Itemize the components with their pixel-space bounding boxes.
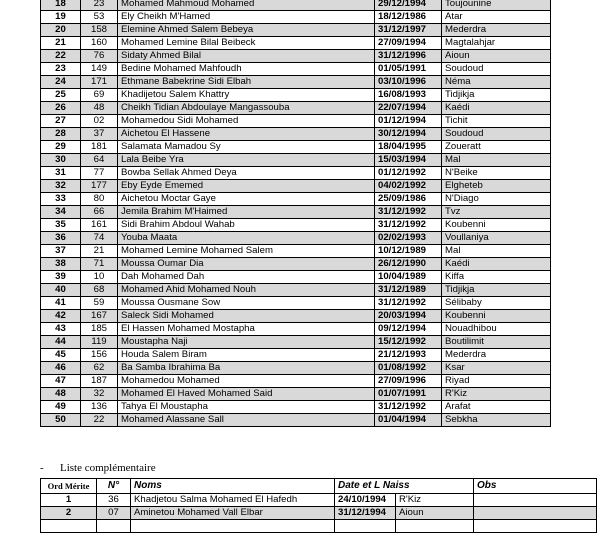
- cell-birth-place: Soudoud: [442, 63, 551, 76]
- table-row: [41, 414, 551, 427]
- cell-birth-date: 31/12/1992: [375, 219, 442, 232]
- cell-ord-merite: 48: [41, 388, 81, 401]
- cell-birth-place: Kaédi: [442, 258, 551, 271]
- cell-birth-date: 27/09/1994: [375, 37, 442, 50]
- header-number: N°: [97, 479, 131, 494]
- table-row: [41, 0, 551, 11]
- cell-number: 62: [81, 362, 118, 375]
- cell-ord-merite: 42: [41, 310, 81, 323]
- cell-number: 64: [81, 154, 118, 167]
- cell-ord-merite: [41, 520, 97, 533]
- cell-birth-date: 18/12/1986: [375, 11, 442, 24]
- cell-ord-merite: 49: [41, 401, 81, 414]
- cell-ord-merite: 31: [41, 167, 81, 180]
- cell-birth-place: R'Kiz: [442, 388, 551, 401]
- cell-number: 185: [81, 323, 118, 336]
- cell-birth-place: Mederdra: [442, 24, 551, 37]
- cell-name: Eby Eyde Ememed: [118, 180, 375, 193]
- cell-name: [131, 520, 335, 533]
- cell-ord-merite: 19: [41, 11, 81, 24]
- table-row: [41, 245, 551, 258]
- cell-number: 68: [81, 284, 118, 297]
- cell-birth-date: 31/12/1992: [375, 297, 442, 310]
- cell-number: 10: [81, 271, 118, 284]
- cell-name: Bedine Mohamed Mahfoudh: [118, 63, 375, 76]
- cell-birth-place: Atar: [442, 11, 551, 24]
- table-row: [41, 375, 551, 388]
- cell-number: 23: [81, 0, 118, 11]
- cell-ord-merite: 24: [41, 76, 81, 89]
- cell-birth-place: Tidjikja: [442, 89, 551, 102]
- cell-number: 171: [81, 76, 118, 89]
- cell-birth-date: 01/12/1992: [375, 167, 442, 180]
- cell-number: 59: [81, 297, 118, 310]
- cell-birth-date: 25/09/1986: [375, 193, 442, 206]
- cell-number: 21: [81, 245, 118, 258]
- table-row: [41, 336, 551, 349]
- cell-birth-place: [396, 520, 474, 533]
- cell-birth-place: N'Beike: [442, 167, 551, 180]
- cell-name: Mohamed Lemine Bilal Beibeck: [118, 37, 375, 50]
- cell-birth-place: Voullaniya: [442, 232, 551, 245]
- cell-ord-merite: 35: [41, 219, 81, 232]
- cell-number: 71: [81, 258, 118, 271]
- cell-number: 181: [81, 141, 118, 154]
- table-row: [41, 362, 551, 375]
- complementary-title-text: Liste complémentaire: [60, 462, 156, 474]
- header-names: Noms: [131, 479, 335, 494]
- cell-birth-date: 31/12/1994: [335, 507, 396, 520]
- cell-birth-date: 24/10/1994: [335, 494, 396, 507]
- cell-ord-merite: 23: [41, 63, 81, 76]
- cell-birth-date: 31/12/1997: [375, 24, 442, 37]
- cell-name: Lala Beibe Yra: [118, 154, 375, 167]
- cell-number: 177: [81, 180, 118, 193]
- table-row: [41, 89, 551, 102]
- cell-number: 07: [97, 507, 131, 520]
- table-row: [41, 507, 597, 520]
- cell-name: Mohamed Lemine Mohamed Salem: [118, 245, 375, 258]
- cell-ord-merite: 50: [41, 414, 81, 427]
- cell-number: 76: [81, 50, 118, 63]
- table-row: [41, 494, 597, 507]
- cell-ord-merite: 36: [41, 232, 81, 245]
- cell-birth-date: 10/12/1989: [375, 245, 442, 258]
- cell-ord-merite: 21: [41, 37, 81, 50]
- cell-birth-place: Tichit: [442, 115, 551, 128]
- cell-birth-place: Toujounine: [442, 0, 551, 11]
- cell-number: 77: [81, 167, 118, 180]
- cell-number: 74: [81, 232, 118, 245]
- cell-name: Khadjetou Salma Mohamed El Hafedh: [131, 494, 335, 507]
- table-row: [41, 102, 551, 115]
- cell-name: Khadijetou Salem Khattry: [118, 89, 375, 102]
- cell-name: Sidi Brahim Abdoul Wahab: [118, 219, 375, 232]
- cell-birth-date: 09/12/1994: [375, 323, 442, 336]
- table-row: [41, 115, 551, 128]
- cell-name: Dah Mohamed Dah: [118, 271, 375, 284]
- table-row: [41, 284, 551, 297]
- cell-number: 149: [81, 63, 118, 76]
- table-row: [41, 37, 551, 50]
- table-row: [41, 297, 551, 310]
- cell-birth-date: 20/03/1994: [375, 310, 442, 323]
- table-row: [41, 193, 551, 206]
- cell-birth-place: Kaédi: [442, 102, 551, 115]
- cell-ord-merite: 18: [41, 0, 81, 11]
- cell-birth-place: Koubenni: [442, 310, 551, 323]
- cell-number: 167: [81, 310, 118, 323]
- cell-number: 22: [81, 414, 118, 427]
- cell-birth-place: Elgheteb: [442, 180, 551, 193]
- cell-birth-date: 21/12/1993: [375, 349, 442, 362]
- main-results-table: [40, 0, 551, 427]
- cell-name: Mohamed Mahmoud Mohamed: [118, 0, 375, 11]
- cell-ord-merite: 37: [41, 245, 81, 258]
- cell-ord-merite: 27: [41, 115, 81, 128]
- cell-name: Moussa Ousmane Sow: [118, 297, 375, 310]
- cell-number: 02: [81, 115, 118, 128]
- cell-number: [97, 520, 131, 533]
- header-date-place: Date et L Naiss: [335, 479, 474, 494]
- cell-number: 37: [81, 128, 118, 141]
- cell-birth-place: Néma: [442, 76, 551, 89]
- cell-name: Ely Cheikh M'Hamed: [118, 11, 375, 24]
- table-row: [41, 271, 551, 284]
- cell-birth-date: 18/04/1995: [375, 141, 442, 154]
- cell-ord-merite: 26: [41, 102, 81, 115]
- complementary-body: [41, 494, 597, 533]
- cell-ord-merite: 40: [41, 284, 81, 297]
- cell-birth-place: Mal: [442, 154, 551, 167]
- cell-ord-merite: 44: [41, 336, 81, 349]
- cell-birth-date: 03/10/1996: [375, 76, 442, 89]
- cell-birth-date: 02/02/1993: [375, 232, 442, 245]
- cell-ord-merite: 22: [41, 50, 81, 63]
- table-row: [41, 219, 551, 232]
- cell-number: 32: [81, 388, 118, 401]
- cell-name: Elemine Ahmed Salem Bebeya: [118, 24, 375, 37]
- cell-number: 36: [97, 494, 131, 507]
- cell-ord-merite: 39: [41, 271, 81, 284]
- cell-name: Tahya El Moustapha: [118, 401, 375, 414]
- cell-name: Cheikh Tidian Abdoulaye Mangassouba: [118, 102, 375, 115]
- cell-obs: [474, 494, 597, 507]
- cell-number: 48: [81, 102, 118, 115]
- cell-birth-place: N'Diago: [442, 193, 551, 206]
- cell-ord-merite: 29: [41, 141, 81, 154]
- table-row: [41, 11, 551, 24]
- cell-name: Moustapha Naji: [118, 336, 375, 349]
- table-row: [41, 310, 551, 323]
- cell-birth-date: 15/03/1994: [375, 154, 442, 167]
- cell-birth-place: Sélibaby: [442, 297, 551, 310]
- cell-name: Ethmane Babekrine Sidi Elbah: [118, 76, 375, 89]
- cell-birth-place: Mal: [442, 245, 551, 258]
- cell-birth-date: 31/12/1992: [375, 206, 442, 219]
- table-row: [41, 167, 551, 180]
- cell-birth-place: Sebkha: [442, 414, 551, 427]
- cell-birth-place: Ksar: [442, 362, 551, 375]
- cell-name: Aminetou Mohamed Vall Elbar: [131, 507, 335, 520]
- cell-number: 69: [81, 89, 118, 102]
- cell-ord-merite: 25: [41, 89, 81, 102]
- cell-birth-date: 01/07/1991: [375, 388, 442, 401]
- cell-birth-date: 01/05/1991: [375, 63, 442, 76]
- cell-birth-date: [335, 520, 396, 533]
- cell-birth-place: Mederdra: [442, 349, 551, 362]
- cell-number: 160: [81, 37, 118, 50]
- complementary-list-title: [40, 461, 156, 475]
- table-row: [41, 154, 551, 167]
- cell-birth-place: Tvz: [442, 206, 551, 219]
- cell-birth-date: 22/07/1994: [375, 102, 442, 115]
- cell-ord-merite: 45: [41, 349, 81, 362]
- cell-number: 119: [81, 336, 118, 349]
- cell-number: 156: [81, 349, 118, 362]
- cell-birth-place: Arafat: [442, 401, 551, 414]
- cell-ord-merite: 41: [41, 297, 81, 310]
- table-row: [41, 24, 551, 37]
- cell-ord-merite: 33: [41, 193, 81, 206]
- cell-ord-merite: 46: [41, 362, 81, 375]
- cell-birth-date: 26/12/1990: [375, 258, 442, 271]
- cell-name: Mohamed El Haved Mohamed Said: [118, 388, 375, 401]
- table-row: [41, 76, 551, 89]
- cell-ord-merite: 28: [41, 128, 81, 141]
- cell-name: Moussa Oumar Dia: [118, 258, 375, 271]
- cell-birth-place: Koubenni: [442, 219, 551, 232]
- cell-birth-place: Zoueratt: [442, 141, 551, 154]
- table-row: [41, 50, 551, 63]
- cell-birth-place: Riyad: [442, 375, 551, 388]
- header-ord-merite: Ord Mérite: [41, 479, 97, 494]
- cell-birth-date: 01/08/1992: [375, 362, 442, 375]
- cell-number: 80: [81, 193, 118, 206]
- cell-ord-merite: 2: [41, 507, 97, 520]
- cell-birth-place: Soudoud: [442, 128, 551, 141]
- cell-ord-merite: 20: [41, 24, 81, 37]
- cell-birth-place: Aioun: [442, 50, 551, 63]
- cell-number: 136: [81, 401, 118, 414]
- table-row: [41, 141, 551, 154]
- cell-birth-date: 10/04/1989: [375, 271, 442, 284]
- cell-birth-date: 01/04/1994: [375, 414, 442, 427]
- cell-number: 161: [81, 219, 118, 232]
- cell-name: Youba Maata: [118, 232, 375, 245]
- cell-ord-merite: 43: [41, 323, 81, 336]
- cell-ord-merite: 47: [41, 375, 81, 388]
- cell-number: 53: [81, 11, 118, 24]
- cell-name: Houda Salem Biram: [118, 349, 375, 362]
- cell-obs: [474, 520, 597, 533]
- cell-number: 66: [81, 206, 118, 219]
- cell-birth-place: Aioun: [396, 507, 474, 520]
- table-row: [41, 180, 551, 193]
- cell-name: El Hassen Mohamed Mostapha: [118, 323, 375, 336]
- table-row: [41, 232, 551, 245]
- cell-name: Ba Samba Ibrahima Ba: [118, 362, 375, 375]
- cell-name: Saleck Sidi Mohamed: [118, 310, 375, 323]
- cell-number: 187: [81, 375, 118, 388]
- cell-birth-place: Tidjikja: [442, 284, 551, 297]
- cell-number: 158: [81, 24, 118, 37]
- list-dash: -: [40, 462, 44, 474]
- cell-birth-date: 27/09/1996: [375, 375, 442, 388]
- cell-name: Mohamedou Sidi Mohamed: [118, 115, 375, 128]
- cell-name: Mohamed Alassane Sall: [118, 414, 375, 427]
- cell-birth-place: Boutilimit: [442, 336, 551, 349]
- cell-name: Mohamedou Mohamed: [118, 375, 375, 388]
- cell-birth-place: R'Kiz: [396, 494, 474, 507]
- cell-name: Salamata Mamadou Sy: [118, 141, 375, 154]
- cell-birth-date: 31/12/1989: [375, 284, 442, 297]
- cell-name: Jemila Brahim M'Haimed: [118, 206, 375, 219]
- cell-birth-place: Nouadhibou: [442, 323, 551, 336]
- table-row: [41, 63, 551, 76]
- cell-birth-date: 30/12/1994: [375, 128, 442, 141]
- table-row: [41, 401, 551, 414]
- cell-birth-date: 01/12/1994: [375, 115, 442, 128]
- cell-birth-place: Kiffa: [442, 271, 551, 284]
- table-row: [41, 520, 597, 533]
- cell-birth-date: 16/08/1993: [375, 89, 442, 102]
- cell-birth-date: 29/12/1994: [375, 0, 442, 11]
- cell-ord-merite: 38: [41, 258, 81, 271]
- cell-ord-merite: 1: [41, 494, 97, 507]
- table-row: [41, 323, 551, 336]
- cell-birth-place: Magtalahjar: [442, 37, 551, 50]
- cell-name: Mohamed Ahid Mohamed Nouh: [118, 284, 375, 297]
- table-row: [41, 349, 551, 362]
- cell-obs: [474, 507, 597, 520]
- header-obs: Obs: [474, 479, 597, 494]
- cell-ord-merite: 34: [41, 206, 81, 219]
- cell-name: Bowba Sellak Ahmed Deya: [118, 167, 375, 180]
- cell-name: Sidaty Ahmed Bilal: [118, 50, 375, 63]
- cell-name: Aichetou Moctar Gaye: [118, 193, 375, 206]
- complementary-header-row: [41, 479, 597, 494]
- cell-name: Aichetou El Hassene: [118, 128, 375, 141]
- main-results-body: [41, 0, 551, 427]
- table-row: [41, 128, 551, 141]
- cell-ord-merite: 30: [41, 154, 81, 167]
- cell-birth-date: 31/12/1992: [375, 401, 442, 414]
- table-row: [41, 258, 551, 271]
- cell-birth-date: 15/12/1992: [375, 336, 442, 349]
- table-row: [41, 206, 551, 219]
- cell-birth-date: 04/02/1992: [375, 180, 442, 193]
- table-row: [41, 388, 551, 401]
- cell-ord-merite: 32: [41, 180, 81, 193]
- cell-birth-date: 31/12/1996: [375, 50, 442, 63]
